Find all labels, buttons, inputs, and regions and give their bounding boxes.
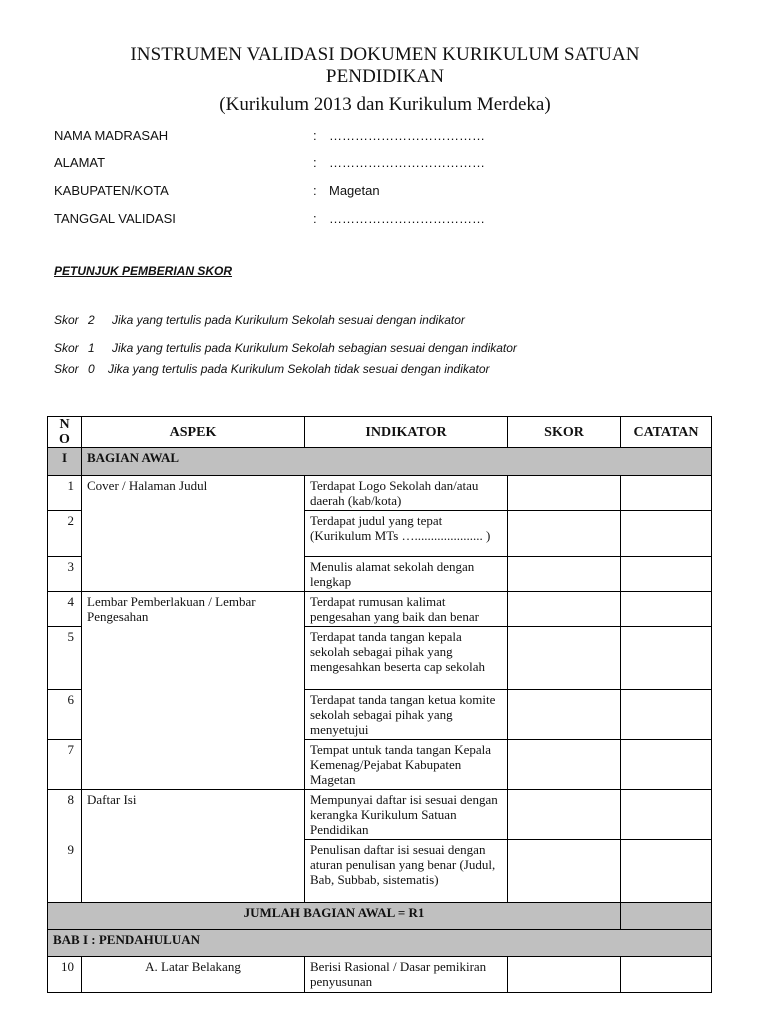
note-cell[interactable] xyxy=(621,511,712,557)
score-cell[interactable] xyxy=(508,476,621,511)
score-cell[interactable] xyxy=(508,557,621,592)
score-description: Jika yang tertulis pada Kurikulum Sekolah sesuai dengan indikator xyxy=(112,313,465,327)
field-value-tanggal-validasi[interactable]: ……………………………… xyxy=(329,211,485,226)
score-cell[interactable] xyxy=(508,840,621,903)
row-number: 5 xyxy=(48,627,82,690)
header-aspek: ASPEK xyxy=(82,417,305,448)
row-number: 8 xyxy=(48,790,82,840)
row-aspek xyxy=(82,511,305,557)
section-row-bagian-awal xyxy=(48,448,712,476)
table-row xyxy=(48,690,712,740)
row-number: 1 xyxy=(48,476,82,511)
score-cell[interactable] xyxy=(508,592,621,627)
score-cell[interactable] xyxy=(508,511,621,557)
table-row xyxy=(48,740,712,790)
row-indikator: Terdapat tanda tangan ketua komite sekolah sebagai pihak yang menyetujui xyxy=(305,690,508,740)
section-number: I xyxy=(48,448,82,476)
row-number: 4 xyxy=(48,592,82,627)
field-value-kabupaten-kota[interactable]: Magetan xyxy=(329,183,380,198)
row-indikator: Terdapat judul yang tepat (Kurikulum MTs …..................... ) xyxy=(305,511,508,557)
row-aspek: Lembar Pemberlakuan / Lembar Pengesahan xyxy=(82,592,305,627)
header-no xyxy=(48,417,82,448)
field-colon: : xyxy=(313,155,317,170)
score-description: Jika yang tertulis pada Kurikulum Sekolah tidak sesuai dengan indikator xyxy=(108,362,490,376)
document-subtitle: (Kurikulum 2013 dan Kurikulum Merdeka) xyxy=(219,94,551,115)
score-cell[interactable] xyxy=(508,627,621,690)
note-cell[interactable] xyxy=(621,476,712,511)
table-row xyxy=(48,592,712,627)
score-description: Jika yang tertulis pada Kurikulum Sekolah sebagian sesuai dengan indikator xyxy=(112,341,517,355)
table-row xyxy=(48,840,712,903)
row-number: 10 xyxy=(48,957,82,993)
score-word: Skor xyxy=(54,313,79,327)
section-label: BAB I : PENDAHULUAN xyxy=(48,930,712,957)
title-line-1: INSTRUMEN VALIDASI DOKUMEN KURIKULUM SATUAN xyxy=(130,44,640,65)
note-cell[interactable] xyxy=(621,592,712,627)
row-aspek xyxy=(82,740,305,790)
score-word: Skor xyxy=(54,341,79,355)
section-row-pendahuluan xyxy=(48,930,712,957)
note-cell[interactable] xyxy=(621,627,712,690)
row-indikator: Terdapat rumusan kalimat pengesahan yang baik dan benar xyxy=(305,592,508,627)
row-aspek xyxy=(82,557,305,592)
score-number: 0 xyxy=(88,362,95,376)
row-indikator: Terdapat Logo Sekolah dan/atau daerah (kab/kota) xyxy=(305,476,508,511)
row-aspek xyxy=(82,840,305,903)
score-line-0 xyxy=(54,362,490,376)
row-indikator: Berisi Rasional / Dasar pemikiran penyusunan xyxy=(305,957,508,993)
row-indikator: Terdapat tanda tangan kepala sekolah sebagai pihak yang mengesahkan beserta cap sekolah xyxy=(305,627,508,690)
field-label-nama-madrasah: NAMA MADRASAH xyxy=(54,128,169,143)
table-row xyxy=(48,627,712,690)
table-row xyxy=(48,790,712,840)
field-value-nama-madrasah[interactable]: ……………………………… xyxy=(329,128,485,143)
header-indikator: INDIKATOR xyxy=(305,417,508,448)
row-indikator: Menulis alamat sekolah dengan lengkap xyxy=(305,557,508,592)
score-cell[interactable] xyxy=(508,690,621,740)
total-row-bagian-awal xyxy=(48,903,712,930)
scoring-guide-heading: PETUNJUK PEMBERIAN SKOR xyxy=(54,264,233,278)
row-aspek: Cover / Halaman Judul xyxy=(82,476,305,511)
table-header-row xyxy=(48,417,712,448)
field-value-alamat[interactable]: ……………………………… xyxy=(329,155,485,170)
field-label-alamat: ALAMAT xyxy=(54,155,106,170)
header-no-o: O xyxy=(59,432,70,447)
header-catatan: CATATAN xyxy=(621,417,712,448)
row-number: 9 xyxy=(48,840,82,903)
row-aspek: Daftar Isi xyxy=(82,790,305,840)
field-colon: : xyxy=(313,183,317,198)
row-indikator: Penulisan daftar isi sesuai dengan aturan penulisan yang benar (Judul, Bab, Subbab, sistematis) xyxy=(305,840,508,903)
header-no-n: N xyxy=(59,417,70,432)
score-line-1 xyxy=(54,341,517,355)
table-row xyxy=(48,511,712,557)
field-colon: : xyxy=(313,211,317,226)
validation-table xyxy=(47,416,712,993)
header-skor: SKOR xyxy=(508,417,621,448)
total-label: JUMLAH BAGIAN AWAL = R1 xyxy=(48,903,621,930)
row-aspek: A. Latar Belakang xyxy=(82,957,305,993)
row-number: 2 xyxy=(48,511,82,557)
field-colon: : xyxy=(313,128,317,143)
row-number: 7 xyxy=(48,740,82,790)
field-label-kabupaten-kota: KABUPATEN/KOTA xyxy=(54,183,169,198)
note-cell[interactable] xyxy=(621,557,712,592)
score-number: 2 xyxy=(88,313,95,327)
score-line-2 xyxy=(54,313,465,327)
note-cell[interactable] xyxy=(621,957,712,993)
row-indikator: Mempunyai daftar isi sesuai dengan kerangka Kurikulum Satuan Pendidikan xyxy=(305,790,508,840)
row-number: 6 xyxy=(48,690,82,740)
document-title xyxy=(60,44,710,88)
row-aspek xyxy=(82,627,305,690)
score-number: 1 xyxy=(88,341,95,355)
section-label: BAGIAN AWAL xyxy=(82,448,712,476)
field-label-tanggal-validasi: TANGGAL VALIDASI xyxy=(54,211,176,226)
score-cell[interactable] xyxy=(508,740,621,790)
note-cell[interactable] xyxy=(621,690,712,740)
row-indikator: Tempat untuk tanda tangan Kepala Kemenag/Pejabat Kabupaten Magetan xyxy=(305,740,508,790)
note-cell[interactable] xyxy=(621,740,712,790)
title-line-2: PENDIDIKAN xyxy=(325,66,445,87)
table-row xyxy=(48,957,712,993)
note-cell[interactable] xyxy=(621,840,712,903)
row-number: 3 xyxy=(48,557,82,592)
total-note-cell[interactable] xyxy=(621,903,712,930)
table-row xyxy=(48,557,712,592)
table-row xyxy=(48,476,712,511)
score-cell[interactable] xyxy=(508,957,621,993)
score-word: Skor xyxy=(54,362,79,376)
note-cell[interactable] xyxy=(621,790,712,840)
row-aspek xyxy=(82,690,305,740)
score-cell[interactable] xyxy=(508,790,621,840)
